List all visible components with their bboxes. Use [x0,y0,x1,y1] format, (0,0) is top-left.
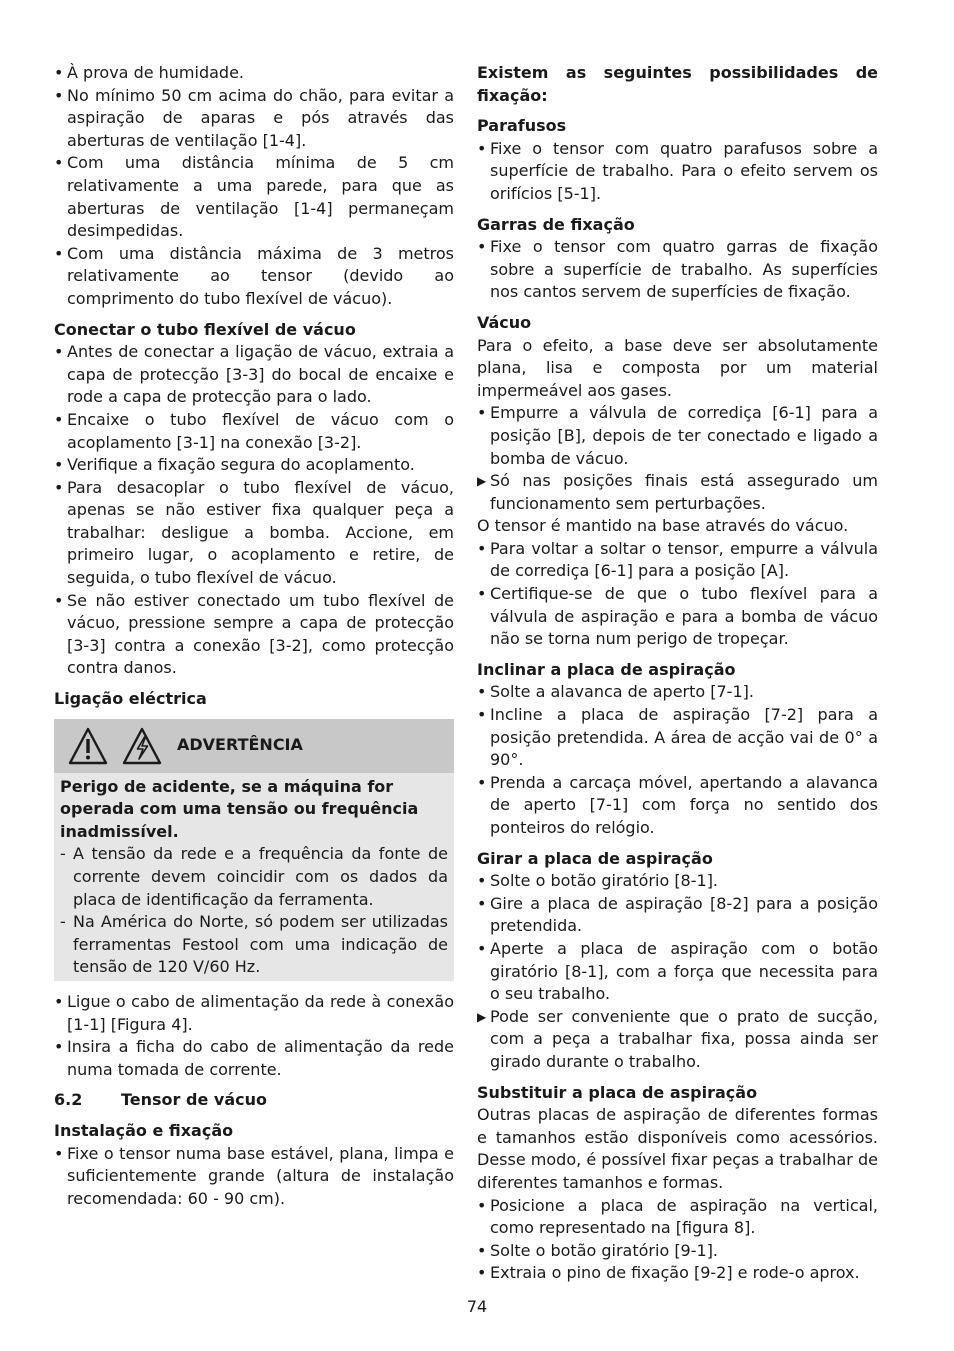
list-item: • Para voltar a soltar o tensor, empurre a válvula de corrediça [6-1] para a posição [A]. [477,538,878,583]
list-item: • Solte a alavanca de aperto [7-1]. [477,681,878,704]
list-item: • Fixe o tensor numa base estável, plana, limpa e suficientemente grande (altura de instalação recomendada: 60 - 90 cm). [54,1143,454,1211]
list-item: • Solte o botão giratório [8-1]. [477,870,878,893]
heading-vacuo: Vácuo [477,312,532,332]
list-item: • Solte o botão giratório [9-1]. [477,1240,878,1263]
list-item: • Fixe o tensor com quatro garras de fixação sobre a superfície de trabalho. As superfícies nos cantos servem de superfícies de fixação. [477,236,878,304]
warning-box [54,719,454,981]
list-item: • Aperte a placa de aspiração com o botão giratório [8-1], com a força que necessita para o seu trabalho. [477,938,878,1006]
list-item: • Posicione a placa de aspiração na vertical, como representado na [figura 8]. [477,1195,878,1240]
warning-item: - A tensão da rede e a frequência da fonte de corrente devem coincidir com os dados da placa de identificação da ferramenta. [60,843,448,911]
paragraph: Outras placas de aspiração de diferentes formas e tamanhos estão disponíveis como acessórios. Desse modo, é possível fixar peças a trabalhar de diferentes tamanhos e formas. [477,1105,878,1192]
list-item: • Encaixe o tubo flexível de vácuo com o acoplamento [3-1] na conexão [3-2]. [54,409,454,454]
list-item: • Antes de conectar a ligação de vácuo, extraia a capa de protecção [3-3] do bocal de encaixe e rode a capa de protecção para o lado. [54,341,454,409]
list-item: • À prova de humidade. [54,62,454,85]
list-item: • Certifique-se de que o tubo flexível para a válvula de aspiração e para a bomba de vácuo não se torna num perigo de tropeçar. [477,583,878,651]
list-item: • No mínimo 50 cm acima do chão, para evitar a aspiração de aparas e pós através das aberturas de ventilação [1-4]. [54,85,454,153]
section-title: Tensor de vácuo [121,1090,267,1110]
heading-instalacao: Instalação e fixação [54,1120,234,1140]
result-item: ▶ Pode ser conveniente que o prato de sucção, com a peça a trabalhar fixa, possa ainda ser girado durante o trabalho. [477,1006,878,1074]
list-item: • Prenda a carcaça móvel, apertando a alavanca de aperto [7-1] com força no sentido dos ponteiros do relógio. [477,772,878,840]
page-number: 74 [466,1297,488,1316]
heading-substituir: Substituir a placa de aspiração [477,1082,758,1102]
intro-heading: Existem as seguintes possibilidades de fixação: [477,63,878,105]
heading-inclinar: Inclinar a placa de aspiração [477,659,736,679]
heading-conectar: Conectar o tubo flexível de vácuo [54,319,356,339]
heading-parafusos: Parafusos [477,116,567,136]
warning-lead: Perigo de acidente, se a máquina for operada com uma tensão ou frequência inadmissível. [60,776,419,841]
list-item: • Insira a ficha do cabo de alimentação da rede numa tomada de corrente. [54,1036,454,1081]
list-item: • Com uma distância máxima de 3 metros relativamente ao tensor (devido ao comprimento do tubo flexível de vácuo). [54,243,454,311]
paragraph: Para o efeito, a base deve ser absolutamente plana, lisa e composta por um material impermeável aos gases. [477,335,878,400]
electric-hazard-icon [121,726,163,766]
list-item: • Verifique a fixação segura do acoplamento. [54,454,454,477]
warning-body [54,773,454,981]
list-item: • Com uma distância mínima de 5 cm relativamente a uma parede, para que as aberturas de ventilação [1-4] permaneçam desimpedidas. [54,152,454,242]
heading-ligacao: Ligação eléctrica [54,689,207,709]
section-heading [54,1089,454,1112]
heading-garras: Garras de fixação [477,214,635,234]
list-item: • Ligue o cabo de alimentação da rede à conexão [1-1] [Figura 4]. [54,991,454,1036]
right-column [477,62,878,1285]
warning-header [54,719,454,773]
warning-title: ADVERTÊNCIA [177,735,303,755]
left-column [54,62,454,1210]
list-item: • Gire a placa de aspiração [8-2] para a posição pretendida. [477,893,878,938]
list-item: • Extraia o pino de fixação [9-2] e rode-o aprox. [477,1262,878,1285]
list-item: • Se não estiver conectado um tubo flexível de vácuo, pressione sempre a capa de protecção [3-3] contra a conexão [3-2], como protecção contra danos. [54,590,454,680]
heading-girar: Girar a placa de aspiração [477,848,713,868]
result-item: ▶ Só nas posições finais está assegurado um funcionamento sem perturbações. [477,470,878,515]
section-number: 6.2 [54,1090,83,1110]
list-item: • Fixe o tensor com quatro parafusos sobre a superfície de trabalho. Para o efeito servem os orifícios [5-1]. [477,138,878,206]
warning-item: - Na América do Norte, só podem ser utilizadas ferramentas Festool com uma indicação de tensão de 120 V/60 Hz. [60,911,448,979]
list-item: • Incline a placa de aspiração [7-2] para a posição pretendida. A área de acção vai de 0° a 90°. [477,704,878,772]
paragraph: O tensor é mantido na base através do vácuo. [477,516,849,536]
list-item: • Empurre a válvula de corrediça [6-1] para a posição [B], depois de ter conectado e ligado a bomba de vácuo. [477,402,878,470]
list-item: • Para desacoplar o tubo flexível de vácuo, apenas se não estiver fixa qualquer peça a trabalhar: desligue a bomba. Accione, em primeiro lugar, o acoplamento e retire, de seguida, o tubo flexível de vácuo. [54,477,454,590]
warning-triangle-icon [67,726,109,766]
